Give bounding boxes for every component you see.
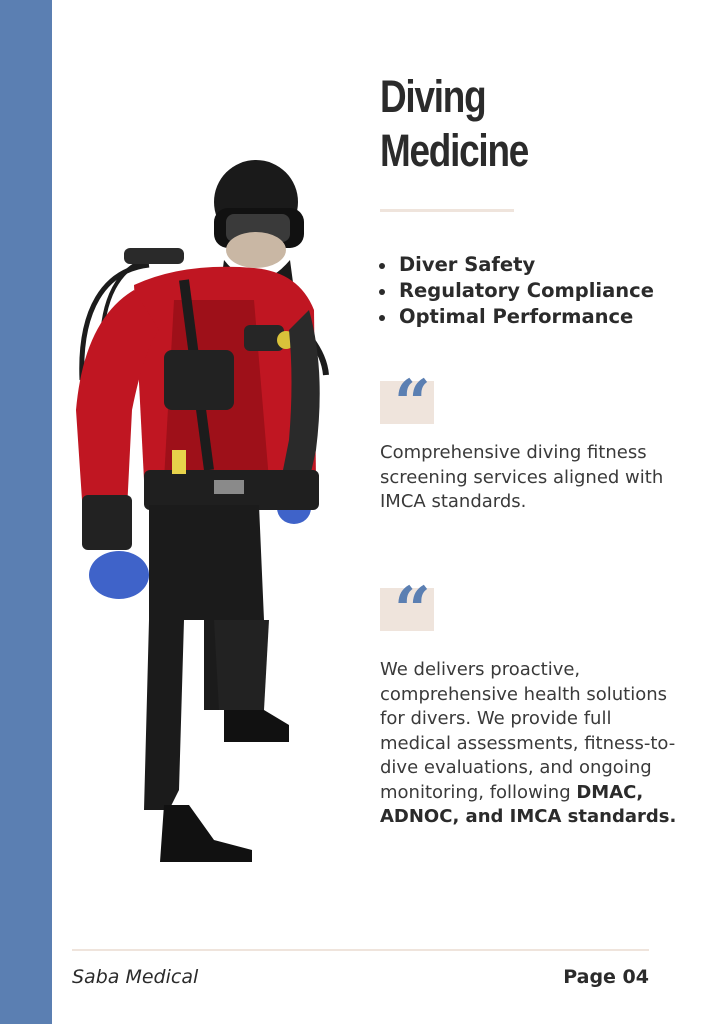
title-line-2: Medicine <box>380 125 529 176</box>
services-text: We delivers proactive, comprehensive health solutions for divers. We provide full medical assessments, fitness-to-dive evaluations, and ongoing monitoring, following <box>380 659 676 803</box>
quote-mark-box <box>380 366 434 441</box>
side-accent-bar <box>0 0 52 1024</box>
feature-item: Diver Safety <box>378 252 654 278</box>
quote-icon: “ <box>394 573 431 648</box>
page-number: Page 04 <box>563 966 649 988</box>
footer-brand: Saba Medical <box>72 966 199 988</box>
diver-photo <box>64 150 354 870</box>
feature-item: Optimal Performance <box>378 304 654 330</box>
feature-list <box>378 252 654 330</box>
quote-icon: “ <box>394 366 431 441</box>
footer-divider <box>72 949 649 951</box>
standards-text: DMAC, ADNOC, and IMCA standards. <box>380 781 677 827</box>
screening-description: Comprehensive diving fitness screening services aligned with IMCA standards. <box>380 442 664 512</box>
title-divider <box>380 209 514 212</box>
quote-mark-box <box>380 573 434 648</box>
page-title <box>380 70 642 178</box>
feature-item: Regulatory Compliance <box>378 278 654 304</box>
title-line-1: Diving <box>380 71 486 122</box>
services-description <box>380 658 680 830</box>
